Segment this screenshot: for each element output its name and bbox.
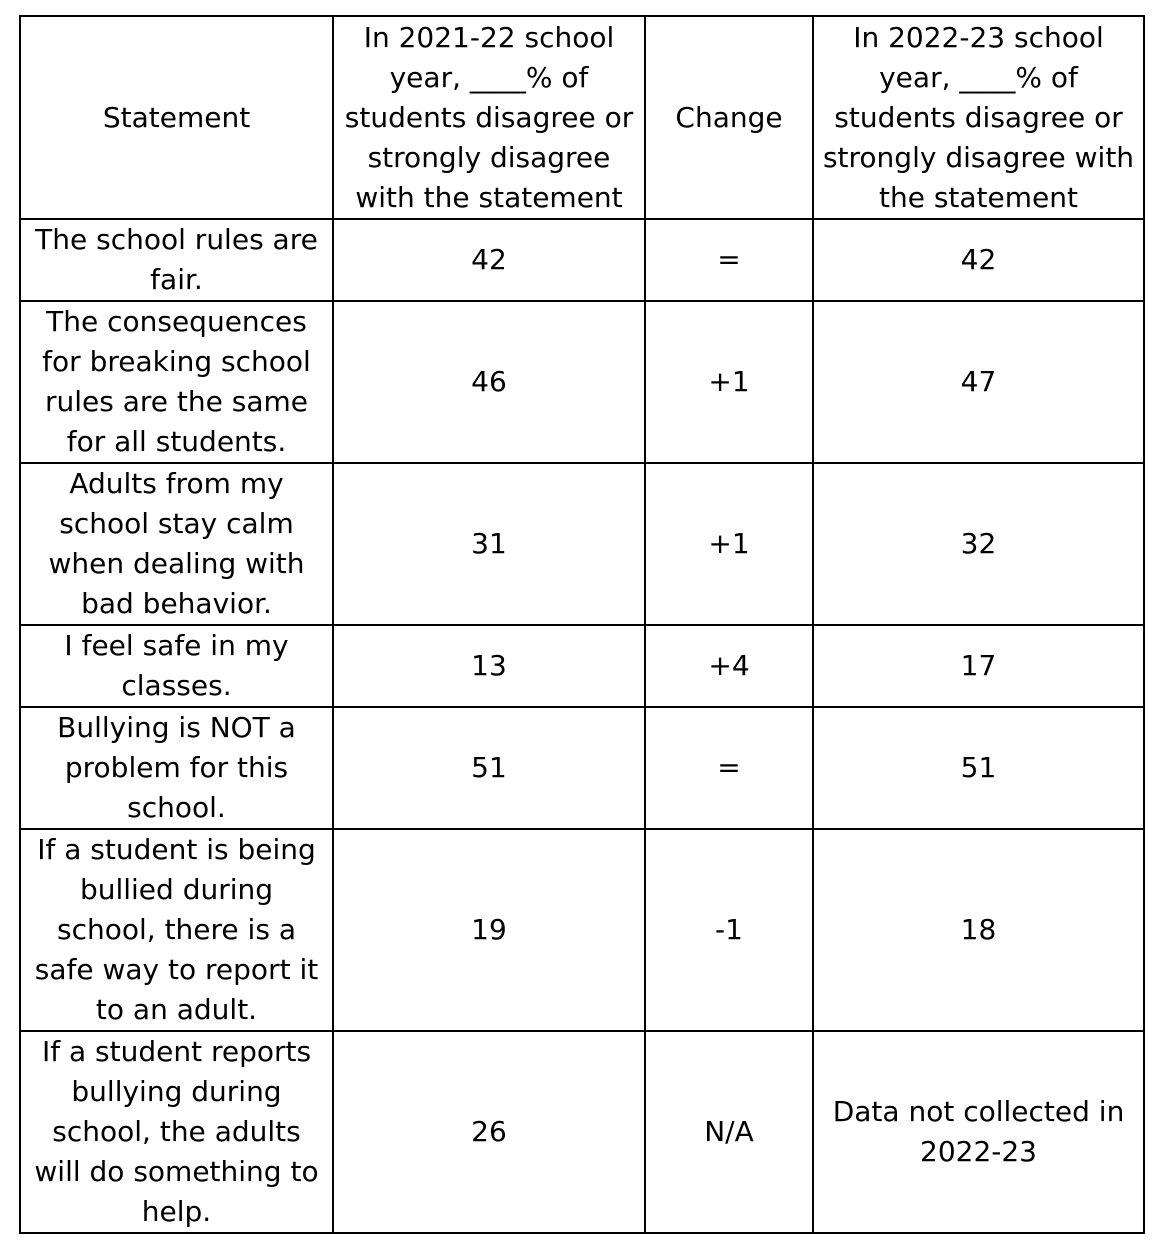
value-2022-23: 42 (813, 219, 1144, 301)
value-2022-23: 51 (813, 707, 1144, 829)
value-2021-22: 51 (333, 707, 645, 829)
change-cell: N/A (645, 1031, 813, 1233)
value-2022-23: 17 (813, 625, 1144, 707)
change-cell: +4 (645, 625, 813, 707)
value-2022-23: 32 (813, 463, 1144, 625)
change-cell: -1 (645, 829, 813, 1031)
table-row (20, 625, 1144, 707)
header-2021-22: In 2021-22 school year, ____% of students disagree or strongly disagree with the statement (333, 16, 645, 219)
table-row (20, 219, 1144, 301)
change-cell: = (645, 219, 813, 301)
change-cell: +1 (645, 463, 813, 625)
statement-cell: If a student is being bullied during school, there is a safe way to report it to an adult. (20, 829, 333, 1031)
value-2021-22: 42 (333, 219, 645, 301)
value-2022-23: 18 (813, 829, 1144, 1031)
value-2021-22: 46 (333, 301, 645, 463)
statement-cell: I feel safe in my classes. (20, 625, 333, 707)
statement-cell: Bullying is NOT a problem for this school. (20, 707, 333, 829)
statement-cell: If a student reports bullying during school, the adults will do something to help. (20, 1031, 333, 1233)
value-2021-22: 19 (333, 829, 645, 1031)
table-row (20, 301, 1144, 463)
survey-table (19, 15, 1145, 1234)
value-2022-23: 47 (813, 301, 1144, 463)
header-row (20, 16, 1144, 219)
value-2022-23: Data not collected in 2022-23 (813, 1031, 1144, 1233)
statement-cell: The school rules are fair. (20, 219, 333, 301)
table-row (20, 463, 1144, 625)
value-2021-22: 13 (333, 625, 645, 707)
change-cell: +1 (645, 301, 813, 463)
header-statement: Statement (20, 16, 333, 219)
table-row (20, 707, 1144, 829)
header-2022-23: In 2022-23 school year, ____% of students disagree or strongly disagree with the statement (813, 16, 1144, 219)
value-2021-22: 31 (333, 463, 645, 625)
value-2021-22: 26 (333, 1031, 645, 1233)
statement-cell: Adults from my school stay calm when dealing with bad behavior. (20, 463, 333, 625)
table-row (20, 1031, 1144, 1233)
statement-cell: The consequences for breaking school rules are the same for all students. (20, 301, 333, 463)
table-row (20, 829, 1144, 1031)
header-change: Change (645, 16, 813, 219)
change-cell: = (645, 707, 813, 829)
